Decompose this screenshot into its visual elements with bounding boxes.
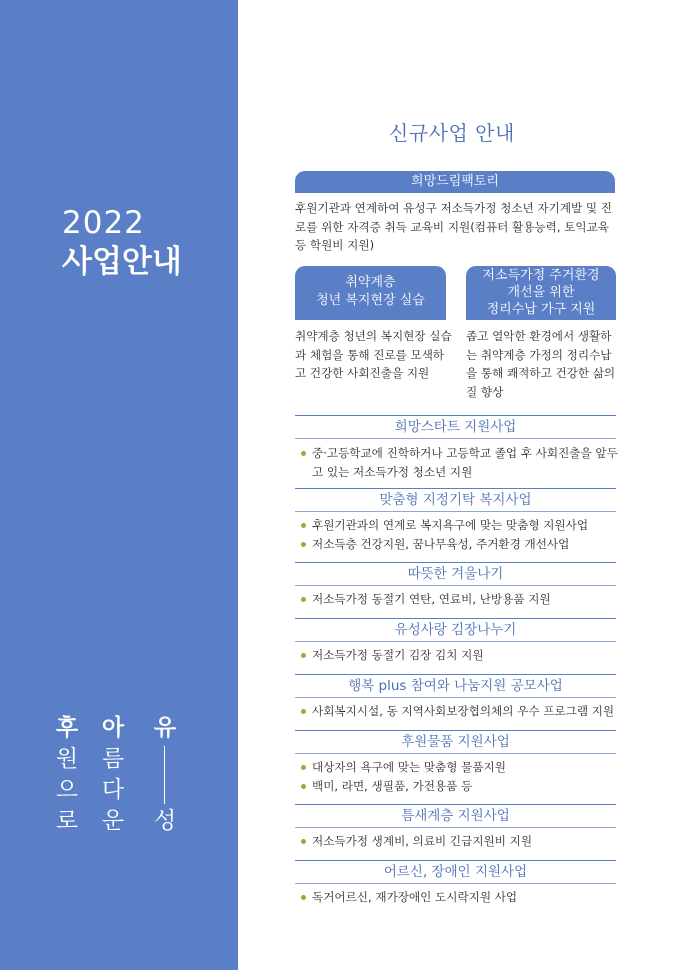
slogan-column-3 (150, 713, 180, 837)
list-item: 사회복지시설, 동 지역사회보장협의체의 우수 프로그램 지원 (300, 702, 622, 721)
slogan-divider-line (164, 746, 165, 804)
slogan-char: 유 (153, 715, 177, 741)
storage-support-desc: 좁고 열악한 환경에서 생활하는 취약계층 가정의 정리수납을 통해 쾌적하고 건강한 삶의 질 향상 (466, 329, 616, 399)
section-list (300, 516, 622, 553)
hope-dream-desc: 후원기관과 연계하여 유성구 저소득가정 청소년 자기계발 및 진로를 위한 자격증 취득 교육비 지원(컴퓨터 활용능력, 토익교육 등 학원비 지원) (295, 201, 612, 252)
slogan-char: 로 (55, 808, 79, 834)
section-heading: 틈새계층 지원사업 (295, 804, 616, 828)
slogan-char: 다 (101, 777, 125, 803)
list-item: 저소득가정 생계비, 의료비 긴급지원비 지원 (300, 832, 622, 851)
heading-line: 청년 복지현장 실습 (316, 293, 425, 308)
sidebar-panel (0, 0, 238, 970)
slogan-char: 름 (101, 746, 125, 772)
section-list (300, 444, 622, 481)
hope-dream-heading: 희망드림팩토리 (295, 171, 615, 193)
slogan-char: 후 (55, 715, 79, 741)
section-heading: 어르신, 장애인 지원사업 (295, 860, 616, 884)
section-heading: 행복 plus 참여와 나눔지원 공모사업 (295, 674, 616, 698)
slogan-char: 아 (101, 715, 125, 741)
list-item: 대상자의 욕구에 맞는 맞춤형 물품지원 (300, 758, 622, 777)
section-heading: 유성사랑 김장나누기 (295, 618, 616, 642)
list-item: 저소득층 건강지원, 꿈나무육성, 주거환경 개선사업 (300, 535, 622, 554)
list-item: 중·고등학교에 진학하거나 고등학교 졸업 후 사회진출을 앞두고 있는 저소득가정 청소년 지원 (300, 444, 622, 481)
section-list (300, 702, 622, 721)
section-list (300, 888, 622, 907)
storage-support-heading (466, 266, 616, 320)
year: 2022 (62, 205, 145, 241)
youth-internship-heading (295, 266, 446, 320)
slogan-char: 성 (153, 808, 177, 834)
list-item: 저소득가정 동절기 김장 김치 지원 (300, 646, 622, 665)
heading-line: 정리수납 가구 지원 (486, 302, 596, 317)
section-list (300, 758, 622, 795)
heading-line: 저소득가정 주거환경 (482, 268, 600, 283)
section-heading: 따뜻한 겨울나기 (295, 562, 616, 586)
youth-internship-desc: 취약계층 청년의 복지현장 실습과 체험을 통해 진로를 모색하고 건강한 사회진출을 지원 (295, 329, 452, 380)
sidebar-subtitle: 사업안내 (62, 244, 182, 280)
list-item: 독거어르신, 재가장애인 도시락지원 사업 (300, 888, 622, 907)
slogan-char: 운 (101, 808, 125, 834)
section-list (300, 832, 622, 851)
heading-line: 개선을 위한 (507, 285, 575, 300)
heading-line: 취약계층 (345, 275, 396, 290)
section-list (300, 646, 622, 665)
slogan-gap (150, 744, 180, 806)
slogan-column-1 (52, 713, 82, 837)
section-list (300, 590, 622, 609)
section-heading: 희망스타트 지원사업 (295, 415, 616, 439)
list-item: 후원기관과의 연계로 복지욕구에 맞는 맞춤형 지원사업 (300, 516, 622, 535)
slogan-char: 으 (55, 777, 79, 803)
section-heading: 맞춤형 지정기탁 복지사업 (295, 488, 616, 512)
list-item: 저소득가정 동절기 연탄, 연료비, 난방용품 지원 (300, 590, 622, 609)
slogan-column-2 (98, 713, 128, 837)
section-heading: 후원물품 지원사업 (295, 730, 616, 754)
slogan-char: 원 (55, 746, 79, 772)
page-title: 신규사업 안내 (389, 121, 515, 145)
list-item: 백미, 라면, 생필품, 가전용품 등 (300, 777, 622, 796)
